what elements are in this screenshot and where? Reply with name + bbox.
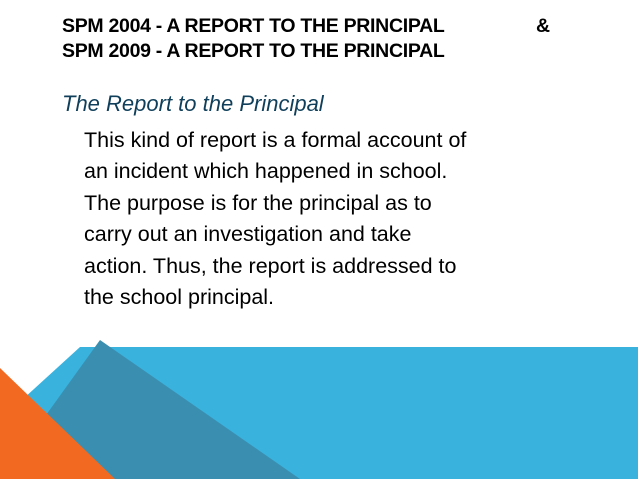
orange-triangle [0,368,115,479]
title-line-1: SPM 2004 - A REPORT TO THE PRINCIPAL [62,15,445,37]
body-line-5: action. Thus, the report is addressed to [84,253,457,278]
body-line-2: an incident which happened in school. [84,159,448,184]
slide-subtitle: The Report to the Principal [62,91,324,116]
body-line-1: This kind of report is a formal account of [84,128,467,152]
body-line-3: The purpose is for the principal as to [84,190,432,215]
title-ampersand: & [536,15,550,37]
title-line-2: SPM 2009 - A REPORT TO THE PRINCIPAL [62,40,445,62]
slide-title [62,14,602,64]
body-line-6: the school principal. [84,285,275,310]
dark-teal-triangle [0,340,300,479]
body-paragraph [84,125,594,313]
body-line-4: carry out an investigation and take [84,222,412,247]
light-blue-shape [0,347,638,479]
